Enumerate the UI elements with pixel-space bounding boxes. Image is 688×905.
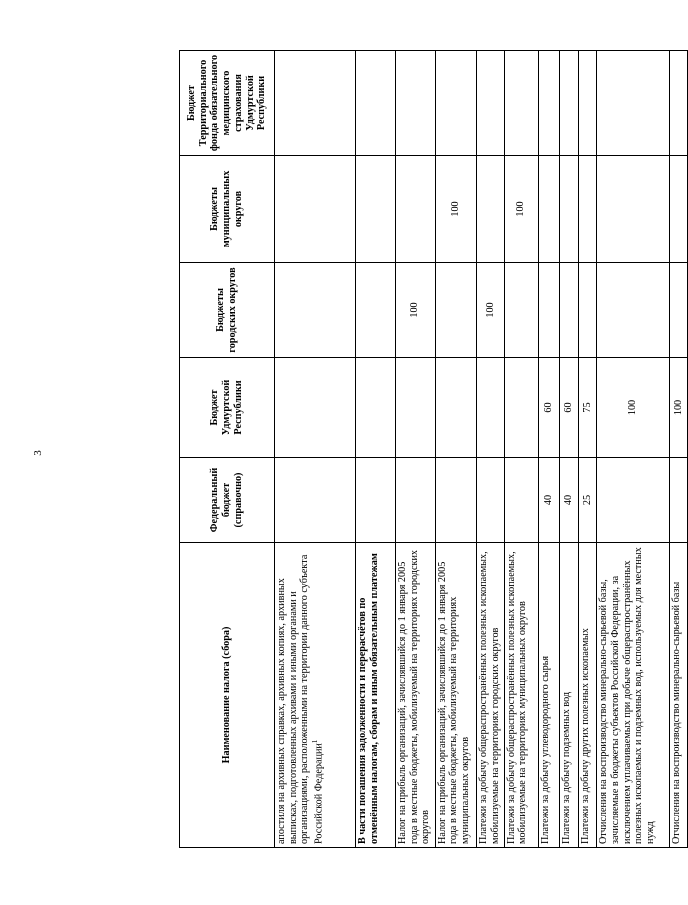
table-row — [559, 51, 578, 848]
tax-name-cell — [356, 543, 396, 848]
header-federal-budget: Федеральный бюджет (справочно) — [180, 458, 275, 543]
tax-name-text: В части погашения задолженности и перерасчётов по отменённым налогам, сборам и иным обязательным платежам — [357, 553, 380, 844]
value-cell-municipal-districts — [578, 156, 597, 263]
table-row — [670, 51, 688, 848]
value-cell-medical-fund — [395, 51, 435, 156]
value-cell-udmurt: 100 — [597, 358, 670, 458]
tax-name-cell — [578, 543, 597, 848]
value-cell-federal: 40 — [559, 458, 578, 543]
value-cell-medical-fund — [670, 51, 688, 156]
value-cell-federal — [670, 458, 688, 543]
page-number: 3 — [31, 450, 44, 456]
value-cell-medical-fund — [504, 51, 538, 156]
value-cell-medical-fund — [477, 51, 505, 156]
table-row — [578, 51, 597, 848]
value-cell-municipal-districts — [539, 156, 560, 263]
value-cell-federal — [435, 458, 477, 543]
tax-name-cell — [504, 543, 538, 848]
tax-name-text: Платежи за добычу общераспространённых полезных ископаемых, мобилизуемые на территориях городских округов — [478, 551, 501, 844]
value-cell-federal — [356, 458, 396, 543]
tax-name-text: Платежи за добычу общераспространённых полезных ископаемых, мобилизуемые на территориях муниципальных округов — [505, 551, 529, 844]
table-row — [477, 51, 505, 848]
value-cell-municipal-districts — [356, 156, 396, 263]
value-cell-udmurt — [395, 358, 435, 458]
value-cell-medical-fund — [578, 51, 597, 156]
value-cell-federal — [504, 458, 538, 543]
value-cell-city-districts — [356, 263, 396, 358]
value-cell-city-districts: 100 — [477, 263, 505, 358]
value-cell-municipal-districts: 100 — [435, 156, 477, 263]
value-cell-city-districts — [435, 263, 477, 358]
value-cell-udmurt — [275, 358, 356, 458]
value-cell-municipal-districts — [275, 156, 356, 263]
tax-name-text: Налог на прибыль организаций, зачислявшийся до 1 января 2005 года в местные бюджеты, мобилизуемый на территориях городских округов — [396, 550, 432, 844]
value-cell-city-districts — [504, 263, 538, 358]
value-cell-medical-fund — [435, 51, 477, 156]
tax-name-cell — [559, 543, 578, 848]
value-cell-municipal-districts — [395, 156, 435, 263]
value-cell-federal: 25 — [578, 458, 597, 543]
tax-name-cell — [670, 543, 688, 848]
tax-name-cell — [539, 543, 560, 848]
tax-name-text: Платежи за добычу подземных вод — [560, 691, 572, 844]
value-cell-medical-fund — [559, 51, 578, 156]
value-cell-udmurt: 100 — [670, 358, 688, 458]
tax-name-text: Платежи за добычу других полезных ископаемых — [579, 628, 591, 844]
value-cell-municipal-districts — [559, 156, 578, 263]
value-cell-city-districts — [670, 263, 688, 358]
header-tax-name: Наименование налога (сбора) — [180, 543, 275, 848]
value-cell-udmurt — [477, 358, 505, 458]
value-cell-city-districts: 100 — [395, 263, 435, 358]
tax-name-text: Отчисления на воспроизводство минерально-сырьевой базы — [671, 581, 683, 844]
value-cell-federal — [395, 458, 435, 543]
value-cell-federal — [275, 458, 356, 543]
footnote-marker: 1 — [311, 739, 320, 744]
value-cell-city-districts — [539, 263, 560, 358]
rotated-table-wrapper — [179, 51, 688, 848]
table-row — [275, 51, 356, 848]
table-row — [435, 51, 477, 848]
header-municipal-districts: Бюджеты муниципальных округов — [180, 156, 275, 263]
value-cell-municipal-districts — [477, 156, 505, 263]
value-cell-udmurt: 75 — [578, 358, 597, 458]
tax-name-text: Отчисления на воспроизводство минерально-сырьевой базы, зачисляемые в бюджеты субъектов Российской Федерации, за исключением уплачиваемых при добыче общераспространённых полезных ископаемых и подземных вод, используемых для местных нужд — [598, 547, 657, 844]
value-cell-federal — [597, 458, 670, 543]
value-cell-city-districts — [275, 263, 356, 358]
table-row — [356, 51, 396, 848]
value-cell-medical-fund — [539, 51, 560, 156]
table-row — [539, 51, 560, 848]
value-cell-city-districts — [578, 263, 597, 358]
header-city-districts: Бюджеты городских округов — [180, 263, 275, 358]
value-cell-city-districts — [559, 263, 578, 358]
value-cell-udmurt: 60 — [559, 358, 578, 458]
header-udmurt-budget: Бюджет Удмуртской Республики — [180, 358, 275, 458]
tax-name-cell — [597, 543, 670, 848]
value-cell-udmurt: 60 — [539, 358, 560, 458]
value-cell-medical-fund — [356, 51, 396, 156]
value-cell-federal — [477, 458, 505, 543]
header-row — [180, 51, 275, 848]
value-cell-udmurt — [356, 358, 396, 458]
tax-name-text: Платежи за добычу углеводородного сырья — [540, 655, 552, 844]
value-cell-city-districts — [597, 263, 670, 358]
tax-name-cell — [477, 543, 505, 848]
tax-name-text: апостиля на архивных справках, архивных копиях, архивных выписках, подготовленных архивами и иными органами и организациями, расположенными на территории данного субъекта Российской Федерации — [276, 554, 325, 844]
value-cell-federal: 40 — [539, 458, 560, 543]
table-row — [395, 51, 435, 848]
tax-name-cell — [435, 543, 477, 848]
tax-distribution-table — [179, 50, 688, 848]
value-cell-medical-fund — [597, 51, 670, 156]
table-row — [597, 51, 670, 848]
value-cell-udmurt — [435, 358, 477, 458]
table-row — [504, 51, 538, 848]
tax-name-text: Налог на прибыль организаций, зачислявшийся до 1 января 2005 года в местные бюджеты, мобилизуемый на территориях муниципальных округов — [436, 561, 471, 844]
header-medical-insurance-fund: Бюджет Территориального фонда обязательного медицинского страхования Удмуртской Республики — [180, 51, 275, 156]
value-cell-municipal-districts: 100 — [504, 156, 538, 263]
value-cell-udmurt — [504, 358, 538, 458]
tax-name-cell — [275, 543, 356, 848]
tax-name-cell — [395, 543, 435, 848]
value-cell-municipal-districts — [670, 156, 688, 263]
value-cell-medical-fund — [275, 51, 356, 156]
value-cell-municipal-districts — [597, 156, 670, 263]
